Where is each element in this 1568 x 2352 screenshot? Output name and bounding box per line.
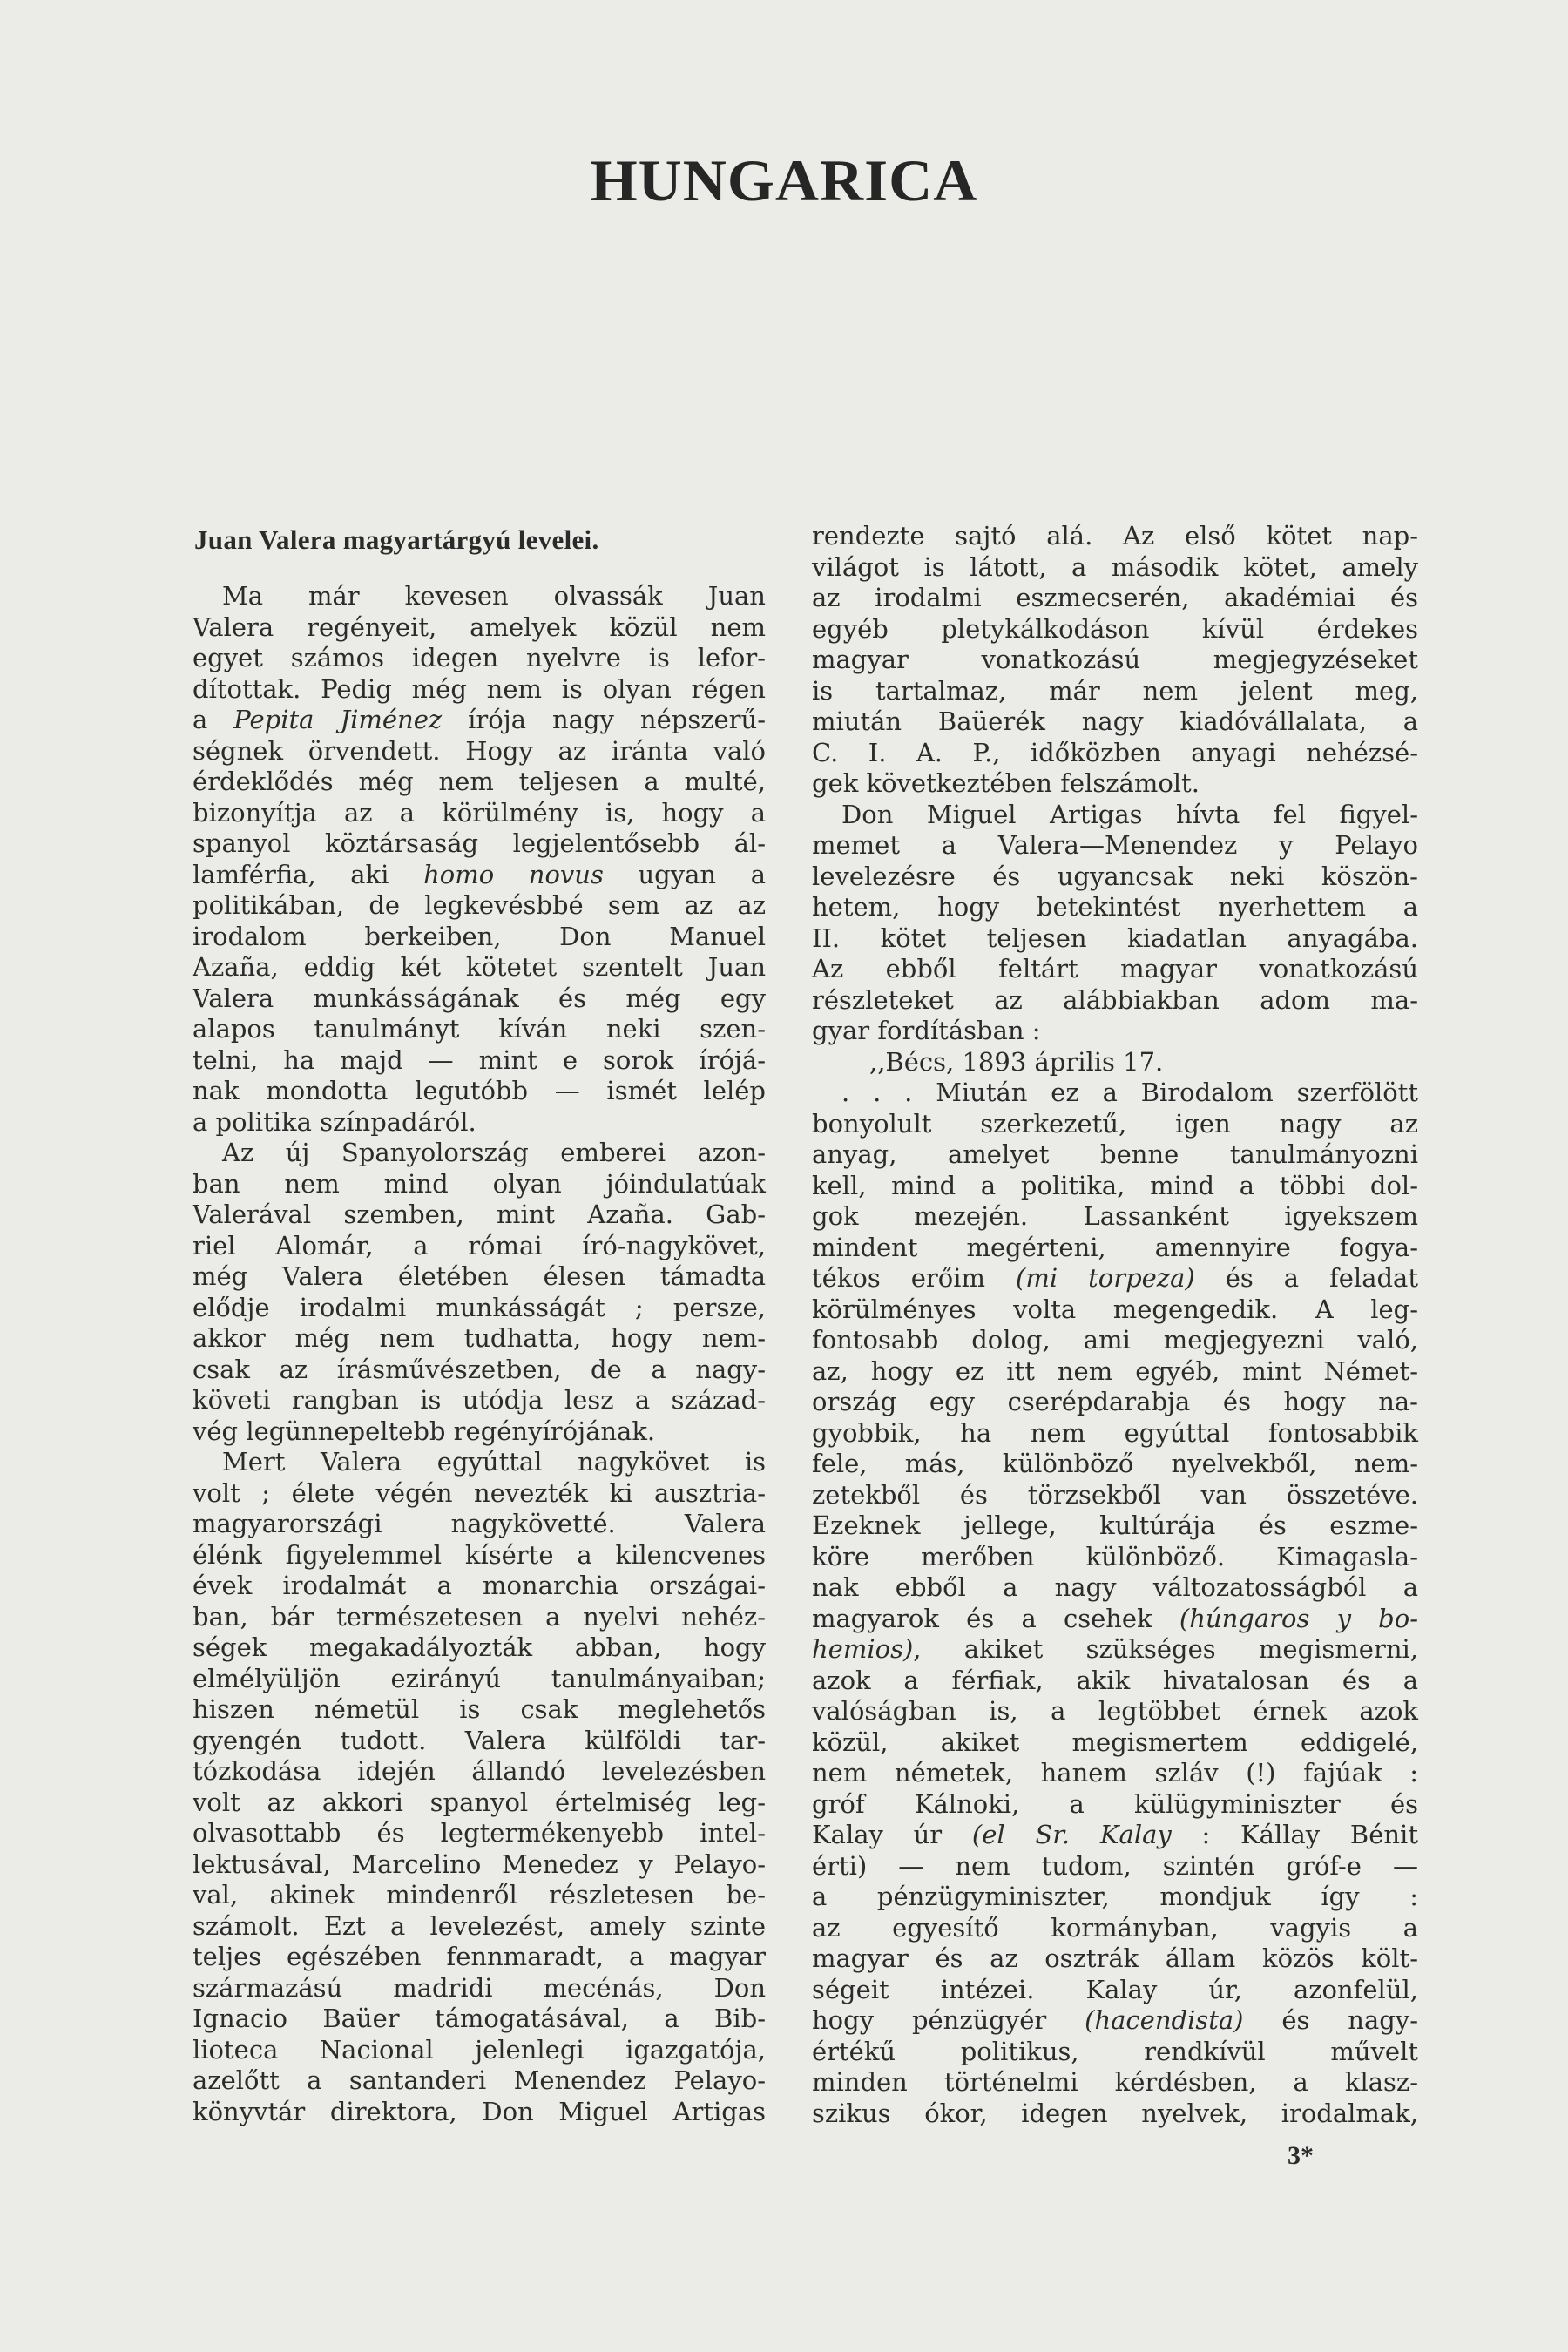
- line-text: a: [193, 705, 234, 734]
- line-text: ,,Bécs, 1893 április 17.: [869, 1046, 1164, 1077]
- line-text: riel Alomár, a római író-nagykövet,: [193, 1230, 766, 1260]
- line-text: a politika színpadáról.: [193, 1106, 476, 1137]
- text-line: [812, 1943, 1418, 1975]
- line-text: Don Miguel Artigas hívta fel figyel-: [841, 799, 1418, 829]
- line-text: származású madridi mecénás, Don: [193, 1972, 766, 2003]
- line-text: az irodalmi eszmecserén, akadémiai és: [812, 583, 1418, 612]
- line-text: fele, más, különböző nyelvekből, nem-: [812, 1449, 1418, 1478]
- line-text: : Kállay Bénit: [1171, 1820, 1418, 1849]
- line-text: gyar fordításban :: [812, 1016, 1041, 1045]
- text-line: [193, 643, 766, 674]
- line-text: hiszen németül is csak meglehetős: [193, 1694, 766, 1724]
- text-line: [193, 1540, 766, 1571]
- line-text: bizonyítja az a körülmény is, hogy a: [193, 797, 766, 828]
- line-text: Ignacio Baüer támogatásával, a Bib-: [193, 2004, 766, 2033]
- line-text: Azaña, eddig két kötetet szentelt Juan: [193, 952, 766, 982]
- text-line: [193, 1788, 766, 1819]
- line-text: magyarországi nagykövetté. Valera: [193, 1509, 766, 1538]
- line-text: gróf Kálnoki, a külügyminiszter és: [812, 1788, 1418, 1819]
- line-text: elődje irodalmi munkásságát ; persze,: [193, 1292, 766, 1322]
- text-line: [812, 954, 1418, 985]
- text-line: [193, 1323, 766, 1355]
- line-text: könyvtár direktora, Don Miguel Artigas: [193, 2096, 766, 2126]
- text-line: [193, 798, 766, 829]
- text-line: [193, 1664, 766, 1695]
- text-line: [812, 800, 1418, 831]
- line-text: írója nagy népszerű-: [442, 705, 766, 734]
- line-text: valóságban is, a legtöbbet érnek azok: [812, 1696, 1418, 1726]
- text-line: [812, 1634, 1418, 1666]
- text-line: [812, 1789, 1418, 1821]
- line-text: ségeit intézei. Kalay úr, azonfelül,: [812, 1974, 1418, 2004]
- article-heading: Juan Valera magyartárgyú levelei.: [194, 524, 599, 555]
- text-line: [193, 2004, 766, 2035]
- line-text: elmélyüljön ezirányú tanulmányaiban;: [193, 1663, 766, 1693]
- text-line: [193, 1107, 766, 1139]
- text-line: [812, 1047, 1418, 1078]
- text-line: [812, 1975, 1418, 2006]
- line-text: érdeklődés még nem teljesen a multé,: [193, 767, 766, 796]
- text-line: [812, 923, 1418, 955]
- line-text: szikus ókor, idegen nyelvek, irodalmak,: [812, 2098, 1418, 2128]
- text-line: [193, 1261, 766, 1293]
- line-text: értékű politikus, rendkívül művelt: [812, 2036, 1418, 2066]
- text-line: [193, 2035, 766, 2066]
- line-text: ségnek örvendett. Hogy az iránta való: [193, 735, 766, 766]
- line-text: II. kötet teljesen kiadatlan anyagába.: [812, 923, 1418, 953]
- text-line: [812, 1449, 1418, 1480]
- line-text: vég legünnepeltebb regényírójának.: [193, 1416, 656, 1446]
- line-text: C. I. A. P., időközben anyagi nehézsé-: [812, 737, 1418, 767]
- text-line: [812, 1727, 1418, 1759]
- page-number: 3*: [1288, 2141, 1314, 2170]
- line-text: akkor még nem tudhatta, hogy nem-: [193, 1323, 766, 1353]
- line-text: ugyan a: [603, 859, 766, 889]
- right-column: [812, 521, 1418, 2129]
- text-line: [193, 705, 766, 736]
- line-text: és nagy-: [1243, 2005, 1418, 2035]
- text-line: [812, 521, 1418, 552]
- text-line: [812, 706, 1418, 738]
- line-text: zetekből és törzsekből van összetéve.: [812, 1479, 1418, 1510]
- line-text: levelezésre és ugyancsak neki köszön-: [812, 861, 1418, 891]
- line-text: csak az írásművészetben, de a nagy-: [193, 1354, 766, 1384]
- text-line: [193, 736, 766, 767]
- line-text: dítottak. Pedig még nem is olyan régen: [193, 673, 766, 704]
- text-line: [193, 1911, 766, 1943]
- line-text: irodalom berkeiben, Don Manuel: [193, 921, 766, 951]
- line-text: lektusával, Marcelino Menedez y Pelayo-: [193, 1848, 766, 1879]
- text-line: [812, 1511, 1418, 1542]
- text-line: [193, 1571, 766, 1602]
- text-line: [193, 1694, 766, 1726]
- text-line: [193, 1076, 766, 1107]
- line-text: hogy pénzügyér: [812, 2005, 1085, 2035]
- line-text: azelőtt a santanderi Menendez Pelayo-: [193, 2065, 766, 2095]
- line-text: részleteket az alábbiakban adom ma-: [812, 984, 1418, 1015]
- text-line: [193, 1447, 766, 1478]
- text-line: [193, 1602, 766, 1633]
- line-text: ban nem mind olyan jóindulatúak: [193, 1168, 766, 1199]
- line-text: számolt. Ezt a levelezést, amely szinte: [193, 1910, 766, 1941]
- text-line: [193, 1818, 766, 1849]
- text-line: [812, 1109, 1418, 1140]
- line-text: . . . Miután ez a Birodalom szerfölött: [841, 1078, 1418, 1107]
- line-text: telni, ha majd — mint e sorok írójá-: [193, 1044, 766, 1075]
- line-text: érti) — nem tudom, szintén gróf-e —: [812, 1850, 1418, 1881]
- line-text: politikában, de legkevésbbé sem az az: [193, 890, 766, 920]
- line-text: fontosabb dolog, ami megjegyezni való,: [812, 1325, 1418, 1355]
- line-text: köre merőben különböző. Kimagasla-: [812, 1541, 1418, 1571]
- text-line: [812, 1851, 1418, 1882]
- text-line: [193, 2097, 766, 2128]
- line-text: rendezte sajtó alá. Az első kötet nap-: [812, 521, 1418, 551]
- text-line: [193, 1726, 766, 1757]
- line-text: azok a férfiak, akik hivatalosan és a: [812, 1665, 1418, 1695]
- text-line: [812, 1666, 1418, 1697]
- text-line: [193, 860, 766, 891]
- text-line: [812, 1356, 1418, 1388]
- text-line: [812, 1418, 1418, 1450]
- italic-text: (hacendista): [1085, 2005, 1244, 2035]
- line-text: teljes egészében fennmaradt, a magyar: [193, 1942, 766, 1971]
- text-line: [193, 1045, 766, 1077]
- line-text: tózkodása idején állandó levelezésben: [193, 1756, 766, 1786]
- line-text: magyarok és a csehek: [812, 1603, 1179, 1633]
- line-text: gek következtében felszámolt.: [812, 768, 1200, 798]
- text-line: [812, 1171, 1418, 1202]
- text-line: [812, 1480, 1418, 1511]
- text-line: [193, 1355, 766, 1386]
- text-line: [193, 581, 766, 612]
- text-line: [193, 1942, 766, 1973]
- line-text: Valerával szemben, mint Azaña. Gab-: [193, 1200, 766, 1229]
- text-line: [812, 1696, 1418, 1727]
- line-text: Valera regényeit, amelyek közül nem: [193, 612, 766, 642]
- line-text: kell, mind a politika, mind a többi dol-: [812, 1170, 1418, 1200]
- text-line: [812, 1139, 1418, 1171]
- line-text: gyobbik, ha nem egyúttal fontosabbik: [812, 1417, 1418, 1448]
- line-text: Kalay úr: [812, 1820, 972, 1849]
- text-line: [812, 583, 1418, 614]
- line-text: a pénzügyminiszter, mondjuk így :: [812, 1882, 1418, 1911]
- line-text: volt ; élete végén nevezték ki ausztria-: [193, 1477, 766, 1508]
- line-text: miután Baüerék nagy kiadóvállalata, a: [812, 706, 1418, 736]
- line-text: Az új Spanyolország emberei azon-: [222, 1138, 766, 1167]
- line-text: tékos erőim: [812, 1263, 1016, 1293]
- text-line: [193, 1231, 766, 1262]
- line-text: volt az akkori spanyol értelmiség leg-: [193, 1787, 766, 1817]
- text-line: [193, 828, 766, 860]
- text-line: [193, 1293, 766, 1324]
- line-text: ban, bár természetesen a nyelvi nehéz-: [193, 1601, 766, 1632]
- text-line: [193, 1756, 766, 1788]
- text-line: [812, 1294, 1418, 1326]
- text-line: [812, 1387, 1418, 1418]
- line-text: gyengén tudott. Valera külföldi tar-: [193, 1725, 766, 1755]
- line-text: még Valera életében élesen támadta: [193, 1261, 766, 1291]
- text-line: [193, 1169, 766, 1200]
- line-text: Mert Valera egyúttal nagykövet is: [222, 1447, 766, 1477]
- line-text: követi rangban is utódja lesz a század-: [193, 1385, 766, 1415]
- italic-text: (el Sr. Kalay: [971, 1820, 1172, 1849]
- text-line: [193, 1478, 766, 1510]
- line-text: memet a Valera—Menendez y Pelayo: [812, 830, 1418, 860]
- line-text: egyéb pletykálkodáson kívül érdekes: [812, 613, 1418, 644]
- line-text: élénk figyelemmel kísérte a kilencvenes: [193, 1539, 766, 1570]
- text-line: [193, 1509, 766, 1540]
- italic-text: hemios): [812, 1634, 914, 1664]
- text-line: [812, 645, 1418, 676]
- line-text: is tartalmaz, már nem jelent meg,: [812, 675, 1418, 706]
- line-text: , akiket szükséges megismerni,: [913, 1634, 1418, 1664]
- line-text: alapos tanulmányt kíván neki szen-: [193, 1014, 766, 1044]
- line-text: lamférfia, aki: [193, 859, 424, 889]
- text-line: [193, 612, 766, 644]
- text-line: [812, 830, 1418, 862]
- italic-text: (mi torpeza): [1016, 1263, 1195, 1293]
- text-line: [812, 1820, 1418, 1851]
- line-text: az egyesítő kormányban, vagyis a: [812, 1912, 1418, 1943]
- text-line: [812, 1201, 1418, 1233]
- text-line: [812, 1078, 1418, 1109]
- left-column-text: [193, 581, 766, 2127]
- text-line: [193, 1200, 766, 1231]
- text-line: [193, 767, 766, 798]
- text-line: [193, 1416, 766, 1448]
- text-line: [193, 1014, 766, 1045]
- line-text: ország egy cserépdarabja és hogy na-: [812, 1387, 1418, 1416]
- text-line: [812, 768, 1418, 800]
- text-line: [193, 1632, 766, 1664]
- text-line: [193, 890, 766, 922]
- text-line: [812, 1263, 1418, 1294]
- text-line: [193, 1385, 766, 1416]
- text-line: [193, 2065, 766, 2097]
- line-text: világot is látott, a második kötet, amely: [812, 551, 1418, 582]
- line-text: az, hogy ez itt nem egyéb, mint Német-: [812, 1355, 1418, 1386]
- text-line: [193, 983, 766, 1015]
- text-line: [812, 2005, 1418, 2037]
- text-line: [812, 2099, 1418, 2130]
- text-line: [812, 1016, 1418, 1047]
- line-text: Ma már kevesen olvassák Juan: [222, 581, 766, 611]
- text-line: [812, 2067, 1418, 2099]
- line-text: minden történelmi kérdésben, a klasz-: [812, 2067, 1418, 2097]
- text-line: [812, 1882, 1418, 1913]
- text-line: [812, 1325, 1418, 1356]
- line-text: Ezeknek jellege, kultúrája és eszme-: [812, 1511, 1418, 1540]
- line-text: olvasottabb és legtermékenyebb intel-: [193, 1818, 766, 1848]
- italic-text: (húngaros y bo-: [1179, 1603, 1419, 1633]
- text-line: [812, 1233, 1418, 1264]
- line-text: és a feladat: [1194, 1263, 1418, 1293]
- text-line: [812, 2037, 1418, 2068]
- text-line: [193, 674, 766, 706]
- text-line: [193, 922, 766, 953]
- line-text: lioteca Nacional jelenlegi igazgatója,: [193, 2034, 766, 2065]
- line-text: közül, akiket megismertem eddigelé,: [812, 1727, 1418, 1757]
- line-text: nak ebből a nagy változatosságból a: [812, 1572, 1418, 1602]
- italic-text: homo novus: [423, 859, 604, 889]
- line-text: spanyol köztársaság legjelentősebb ál-: [193, 828, 766, 858]
- text-line: [812, 985, 1418, 1017]
- text-line: [812, 614, 1418, 645]
- line-text: bonyolult szerkezetű, igen nagy az: [812, 1108, 1418, 1139]
- line-text: hetem, hogy betekintést nyerhettem a: [812, 892, 1418, 922]
- text-line: [193, 1849, 766, 1881]
- text-line: [812, 1913, 1418, 1944]
- left-column: [193, 524, 766, 2127]
- line-text: magyar és az osztrák állam közös költ-: [812, 1943, 1418, 1973]
- line-text: nak mondotta legutóbb — ismét lelép: [193, 1076, 766, 1105]
- text-line: [193, 952, 766, 983]
- line-text: anyag, amelyet benne tanulmányozni: [812, 1139, 1418, 1169]
- text-line: [812, 738, 1418, 769]
- text-line: [193, 1880, 766, 1911]
- line-text: magyar vonatkozású megjegyzéseket: [812, 645, 1418, 674]
- text-line: [812, 552, 1418, 584]
- text-line: [812, 1758, 1418, 1789]
- line-text: gok mezején. Lassanként igyekszem: [812, 1201, 1418, 1231]
- line-text: mindent megérteni, amennyire fogya-: [812, 1232, 1418, 1262]
- text-line: [812, 676, 1418, 707]
- line-text: egyet számos idegen nyelvre is lefor-: [193, 643, 766, 672]
- right-column-text: [812, 521, 1418, 2129]
- line-text: Az ebből feltárt magyar vonatkozású: [812, 954, 1418, 983]
- text-line: [812, 1572, 1418, 1604]
- line-text: évek irodalmát a monarchia országai-: [193, 1571, 766, 1600]
- line-text: körülményes volta megengedik. A leg-: [812, 1294, 1418, 1324]
- text-line: [812, 862, 1418, 893]
- text-line: [812, 1604, 1418, 1635]
- page-title: HUNGARICA: [590, 147, 978, 213]
- text-line: [193, 1138, 766, 1169]
- line-text: ségek megakadályozták abban, hogy: [193, 1632, 766, 1662]
- line-text: nem németek, hanem szláv (!) fajúak :: [812, 1758, 1418, 1788]
- line-text: val, akinek mindenről részletesen be-: [193, 1880, 766, 1909]
- text-line: [812, 892, 1418, 923]
- text-line: [193, 1973, 766, 2004]
- text-line: [812, 1542, 1418, 1573]
- italic-text: Pepita Jiménez: [233, 705, 443, 734]
- line-text: Valera munkásságának és még egy: [193, 983, 766, 1013]
